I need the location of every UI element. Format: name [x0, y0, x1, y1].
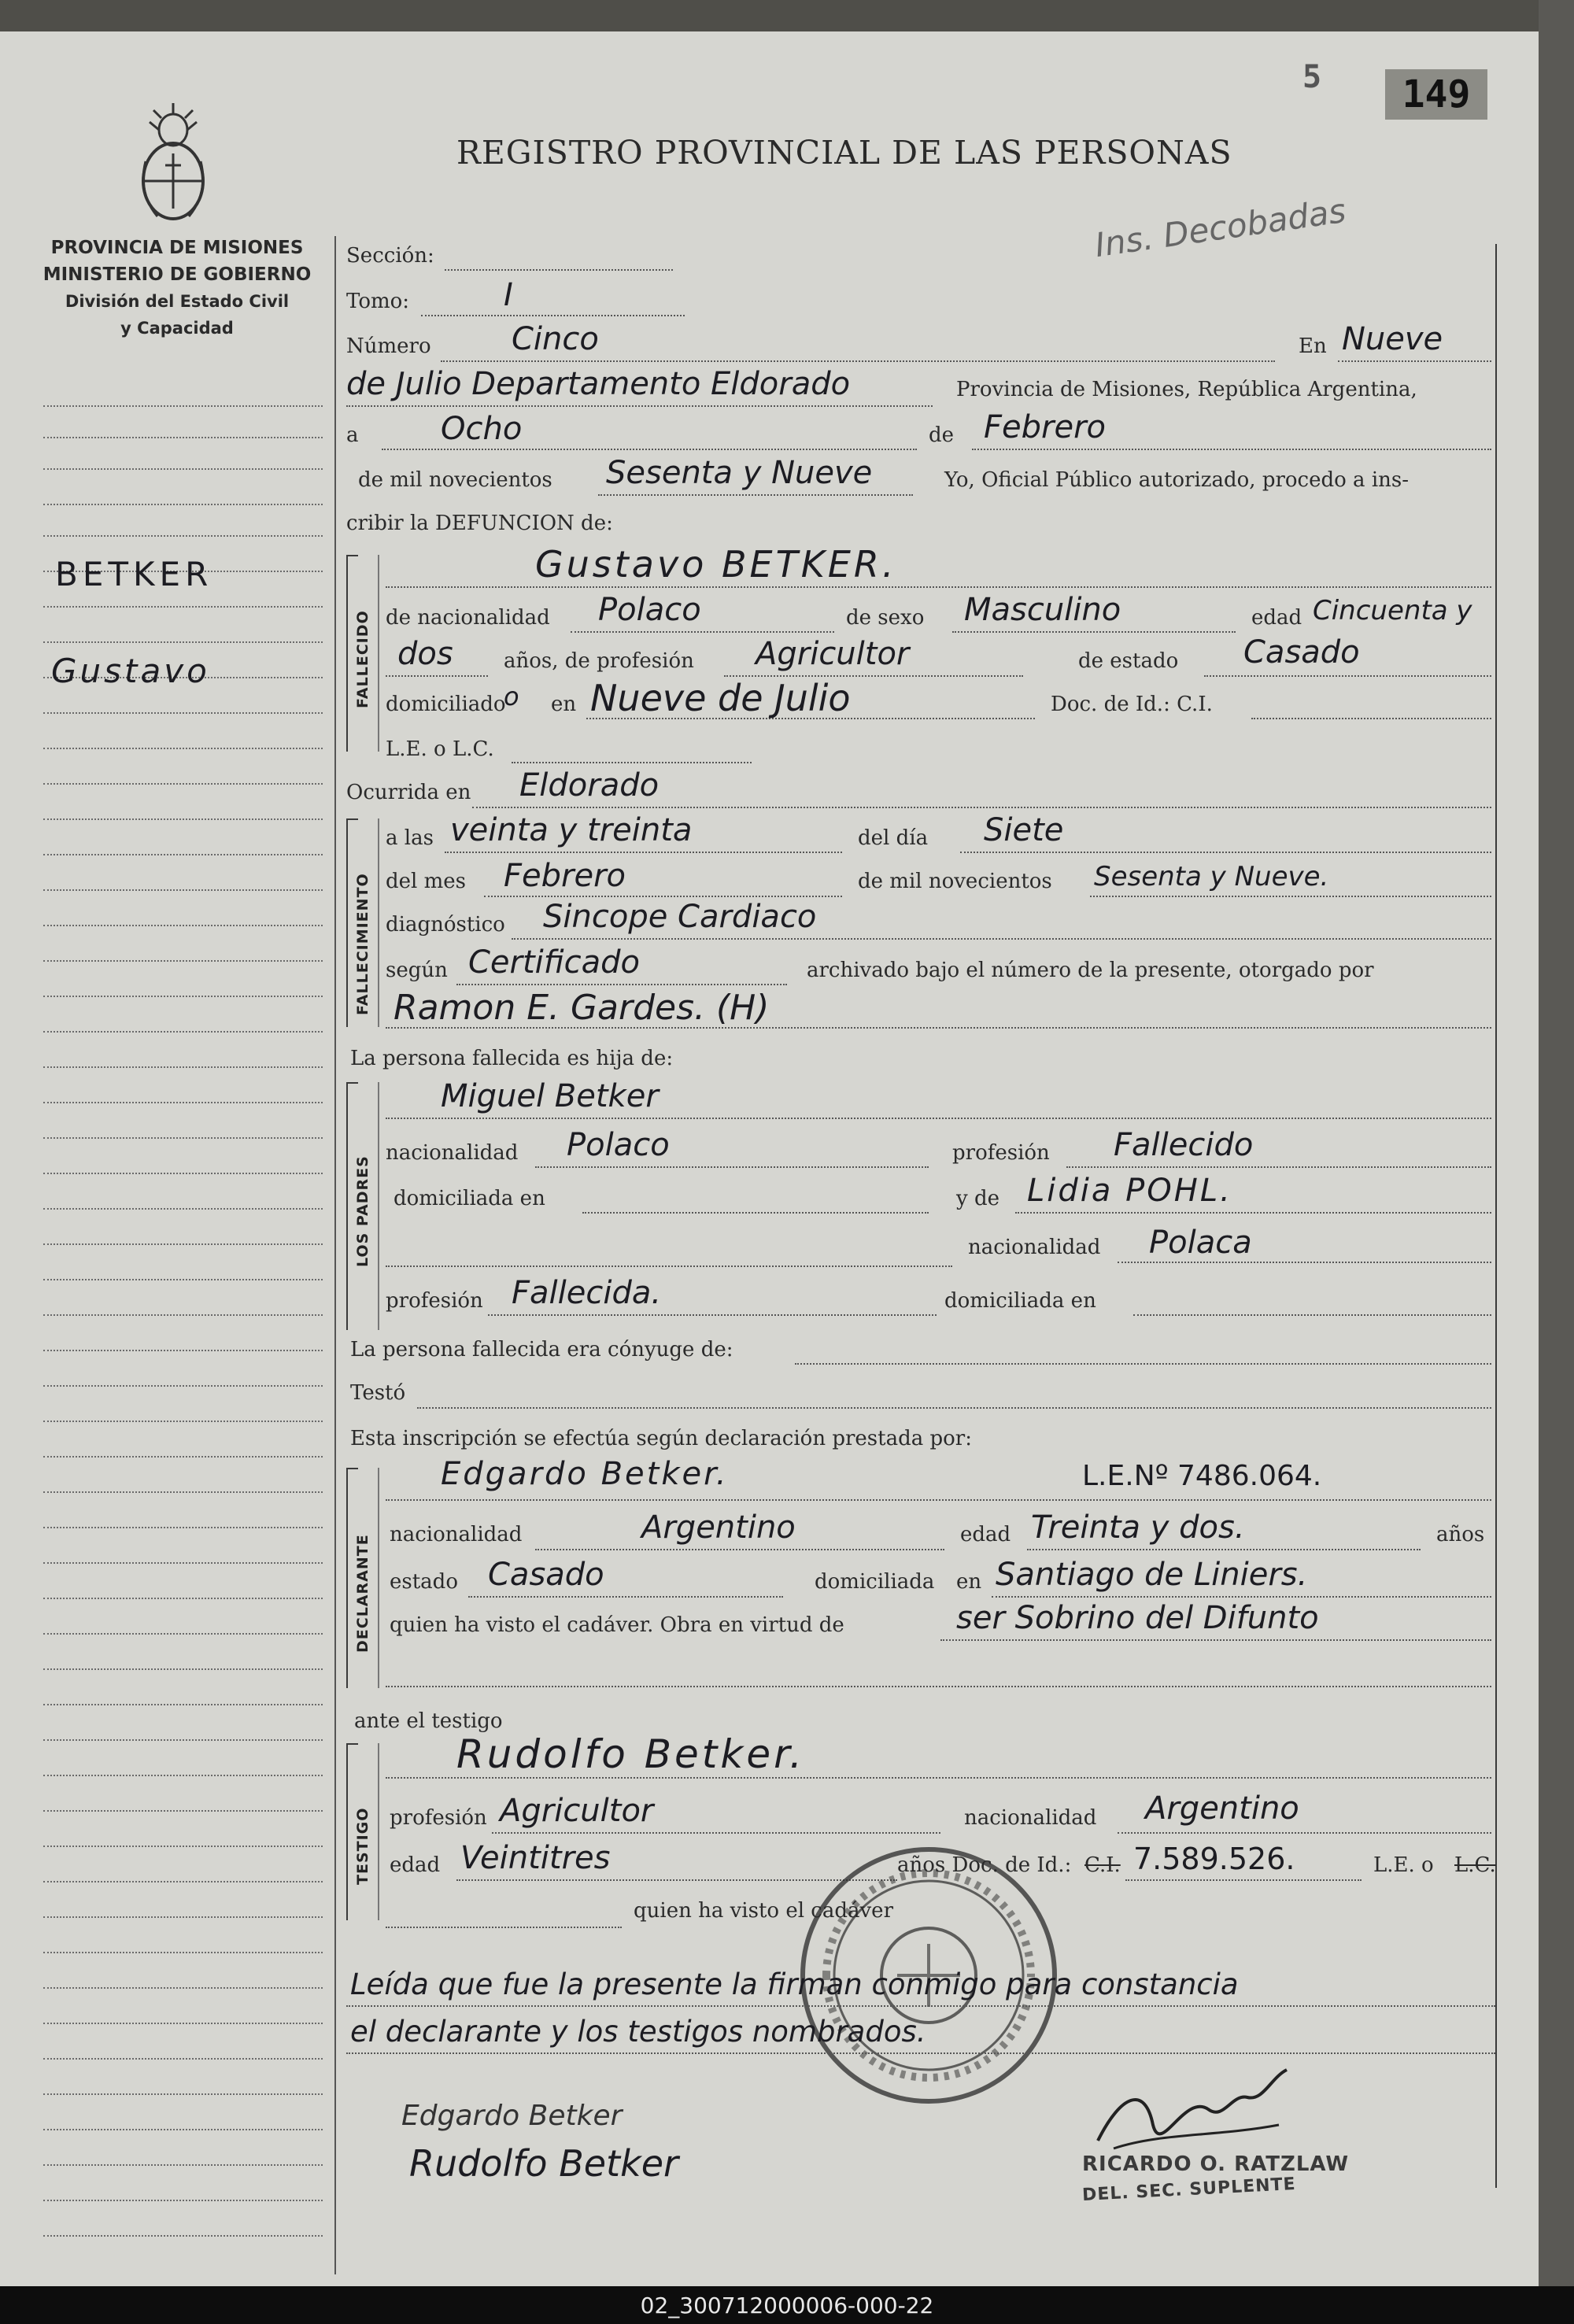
value-declarante-domicilio: Santiago de Liniers.	[996, 1557, 1308, 1593]
label-hija-de: La persona fallecida es hija de:	[350, 1047, 674, 1070]
value-testigo: Rudolfo Betker.	[456, 1731, 805, 1777]
value-declarante-virtud: ser Sobrino del Difunto	[956, 1600, 1319, 1636]
label-le-lc: L.E. o L.C.	[386, 737, 494, 761]
registry-title: REGISTRO PROVINCIAL DE LAS PERSONAS	[456, 134, 1232, 172]
label-en: En	[1299, 334, 1327, 358]
label-ocurrida: Ocurrida en	[346, 781, 471, 804]
label-padre-domiciliada: domiciliada en	[394, 1187, 545, 1210]
value-nacionalidad: Polaco	[598, 592, 701, 628]
value-declarante-nacionalidad: Argentino	[641, 1509, 796, 1546]
label-doc-id: Doc. de Id.: C.I.	[1051, 693, 1213, 716]
value-dia: Ocho	[441, 411, 523, 447]
label-archivado: archivado bajo el número de la presente, otorgado por	[807, 959, 1374, 982]
label-le-o: L.E. o	[1373, 1853, 1434, 1877]
value-testigo-nacionalidad: Argentino	[1145, 1790, 1299, 1827]
label-del-dia: del día	[858, 826, 929, 850]
label-numero: Número	[346, 334, 431, 358]
label-anos-profesion: años, de profesión	[504, 649, 694, 673]
signature-testigo: Rudolfo Betker	[409, 2142, 678, 2185]
label-madre-nacionalidad: nacionalidad	[968, 1236, 1101, 1259]
label-visto: quien ha visto el cadáver. Obra en virtud de	[390, 1613, 844, 1637]
ministry-name: MINISTERIO DE GOBIERNO	[42, 264, 312, 285]
value-dia-fallec: Siete	[984, 812, 1064, 848]
label-y-de: y de	[956, 1187, 999, 1210]
label-diagnostico: diagnóstico	[386, 913, 505, 937]
image-caption: 02_300712000006-000-22	[640, 2293, 934, 2318]
label-visto-testigo: quien ha visto el cadáver	[634, 1899, 894, 1923]
value-numero: Cinco	[512, 321, 599, 357]
page-top-edge	[0, 0, 1574, 31]
label-de-nacionalidad: de nacionalidad	[386, 606, 550, 630]
value-profesion: Agricultor	[756, 636, 910, 672]
label-en-domicilio: en	[551, 693, 577, 716]
value-fallecido-nombre: Gustavo BETKER.	[535, 543, 897, 586]
label-de-estado: de estado	[1078, 649, 1179, 673]
value-sexo: Masculino	[964, 592, 1121, 628]
heading-fallecimiento: FALLECIMIENTO	[354, 873, 371, 1015]
image-caption-bar	[0, 2286, 1574, 2324]
value-segun: Certificado	[468, 944, 640, 981]
value-anio-fallec: Sesenta y Nueve.	[1094, 861, 1329, 892]
province-name: PROVINCIA DE MISIONES	[50, 238, 304, 258]
label-padre-nacionalidad: nacionalidad	[386, 1141, 519, 1165]
label-a: a	[346, 423, 359, 447]
label-anos-doc: años Doc. de Id.:	[897, 1853, 1072, 1877]
label-declarante-domiciliada: domiciliada	[815, 1570, 935, 1594]
value-tomo: I	[504, 277, 513, 313]
label-declarante-anos: años	[1436, 1523, 1485, 1546]
value-testigo-edad: Veintitres	[460, 1840, 611, 1876]
label-testigo-profesion: profesión	[390, 1806, 487, 1830]
value-estado: Casado	[1243, 634, 1360, 671]
label-de-mil-fallec: de mil novecientos	[858, 870, 1052, 893]
official-name: RICARDO O. RATZLAW	[1082, 2152, 1350, 2176]
label-madre-domiciliada: domiciliada en	[944, 1289, 1096, 1313]
label-declarante-en: en	[956, 1570, 982, 1594]
label-ante-testigo: ante el testigo	[354, 1709, 503, 1733]
margin-given-name: Gustavo	[51, 652, 210, 690]
value-lugar-2: de Julio Departamento Eldorado	[346, 366, 851, 402]
label-de-mil: de mil novecientos	[358, 468, 552, 492]
label-declarante-nacionalidad: nacionalidad	[390, 1523, 523, 1546]
value-lugar-1: Nueve	[1342, 321, 1443, 357]
value-madre: Lidia POHL.	[1027, 1173, 1232, 1209]
label-provincia: Provincia de Misiones, República Argentina,	[956, 378, 1417, 401]
label-declarante-estado: estado	[390, 1570, 458, 1594]
heading-declarante: DECLARANTE	[354, 1534, 371, 1653]
label-testo: Testó	[350, 1381, 406, 1405]
signature-declarante: Edgardo Betker	[401, 2100, 623, 2132]
value-domicilio: Nueve de Julio	[590, 677, 851, 719]
value-medico: Ramon E. Gardes. (H)	[394, 988, 770, 1028]
label-de-sexo: de sexo	[846, 606, 925, 630]
value-edad-1: Cincuenta y	[1313, 595, 1472, 626]
value-declarante-estado: Casado	[488, 1557, 604, 1593]
margin-surname: BETKER	[55, 555, 213, 593]
coat-of-arms-icon	[134, 98, 212, 228]
value-madre-nacionalidad: Polaca	[1149, 1225, 1252, 1261]
label-de: de	[929, 423, 955, 447]
label-oficial: Yo, Oficial Público autorizado, procedo a ins-	[944, 468, 1410, 492]
label-testigo-edad: edad	[390, 1853, 441, 1877]
label-padre-profesion: profesión	[952, 1141, 1050, 1165]
heading-fallecido: FALLECIDO	[354, 610, 371, 708]
value-declarante-edad: Treinta y dos.	[1031, 1509, 1245, 1546]
value-mes-fallec: Febrero	[504, 858, 626, 894]
official-signature-icon	[1090, 2062, 1295, 2164]
label-edad: edad	[1251, 606, 1302, 630]
label-lc-struck: L.C.	[1454, 1853, 1496, 1877]
value-padre-profesion: Fallecido	[1114, 1127, 1254, 1163]
label-seccion: Sección:	[346, 244, 434, 268]
label-testigo-nacionalidad: nacionalidad	[964, 1806, 1097, 1830]
label-declarante-edad: edad	[960, 1523, 1011, 1546]
label-conyuge: La persona fallecida era cónyuge de:	[350, 1338, 733, 1362]
value-declarante: Edgardo Betker.	[441, 1456, 729, 1492]
division-line-1: División del Estado Civil	[65, 292, 290, 311]
label-declaracion: Esta inscripción se efectúa según declaración prestada por:	[350, 1427, 972, 1450]
value-mes: Febrero	[984, 409, 1106, 445]
heading-padres: LOS PADRES	[354, 1155, 371, 1267]
value-ocurrida: Eldorado	[519, 767, 660, 804]
official-title: DEL. SEC. SUPLENTE	[1081, 2174, 1297, 2206]
page-number-stamp: 149	[1385, 69, 1487, 120]
closing-line-1: Leída que fue la presente la firman conmigo para constancia	[350, 1967, 1239, 2001]
label-ci-struck: C.I.	[1084, 1853, 1121, 1877]
value-madre-profesion: Fallecida.	[512, 1275, 662, 1311]
value-domiciliado-o: o	[504, 682, 519, 711]
page-number-left: 5	[1302, 59, 1322, 95]
value-testigo-doc: 7.589.526.	[1133, 1842, 1295, 1876]
value-padre-nacionalidad: Polaco	[567, 1127, 670, 1163]
label-inscribir: cribir la DEFUNCION de:	[346, 512, 613, 535]
value-anio: Sesenta y Nueve	[606, 455, 873, 491]
label-tomo: Tomo:	[346, 290, 410, 313]
value-declarante-doc: L.E.Nº 7486.064.	[1082, 1460, 1322, 1492]
label-madre-profesion: profesión	[386, 1289, 483, 1313]
form-right-border	[1495, 244, 1497, 2188]
page-right-edge	[1539, 0, 1574, 2286]
label-segun: según	[386, 959, 448, 982]
value-diagnostico: Sincope Cardiaco	[543, 899, 817, 935]
division-line-2: y Capacidad	[120, 319, 234, 338]
value-padre: Miguel Betker	[441, 1078, 659, 1114]
label-a-las: a las	[386, 826, 434, 850]
value-testigo-profesion: Agricultor	[500, 1793, 654, 1829]
label-del-mes: del mes	[386, 870, 466, 893]
value-edad-2: dos	[397, 636, 453, 672]
top-signature: Ins. Decobadas	[1092, 190, 1349, 265]
heading-testigo: TESTIGO	[354, 1807, 371, 1885]
margin-divider	[334, 236, 336, 2274]
value-hora: veinta y treinta	[450, 812, 693, 848]
label-domiciliado: domiciliado	[386, 693, 506, 716]
closing-line-2: el declarante y los testigos nombrados.	[350, 2015, 926, 2049]
